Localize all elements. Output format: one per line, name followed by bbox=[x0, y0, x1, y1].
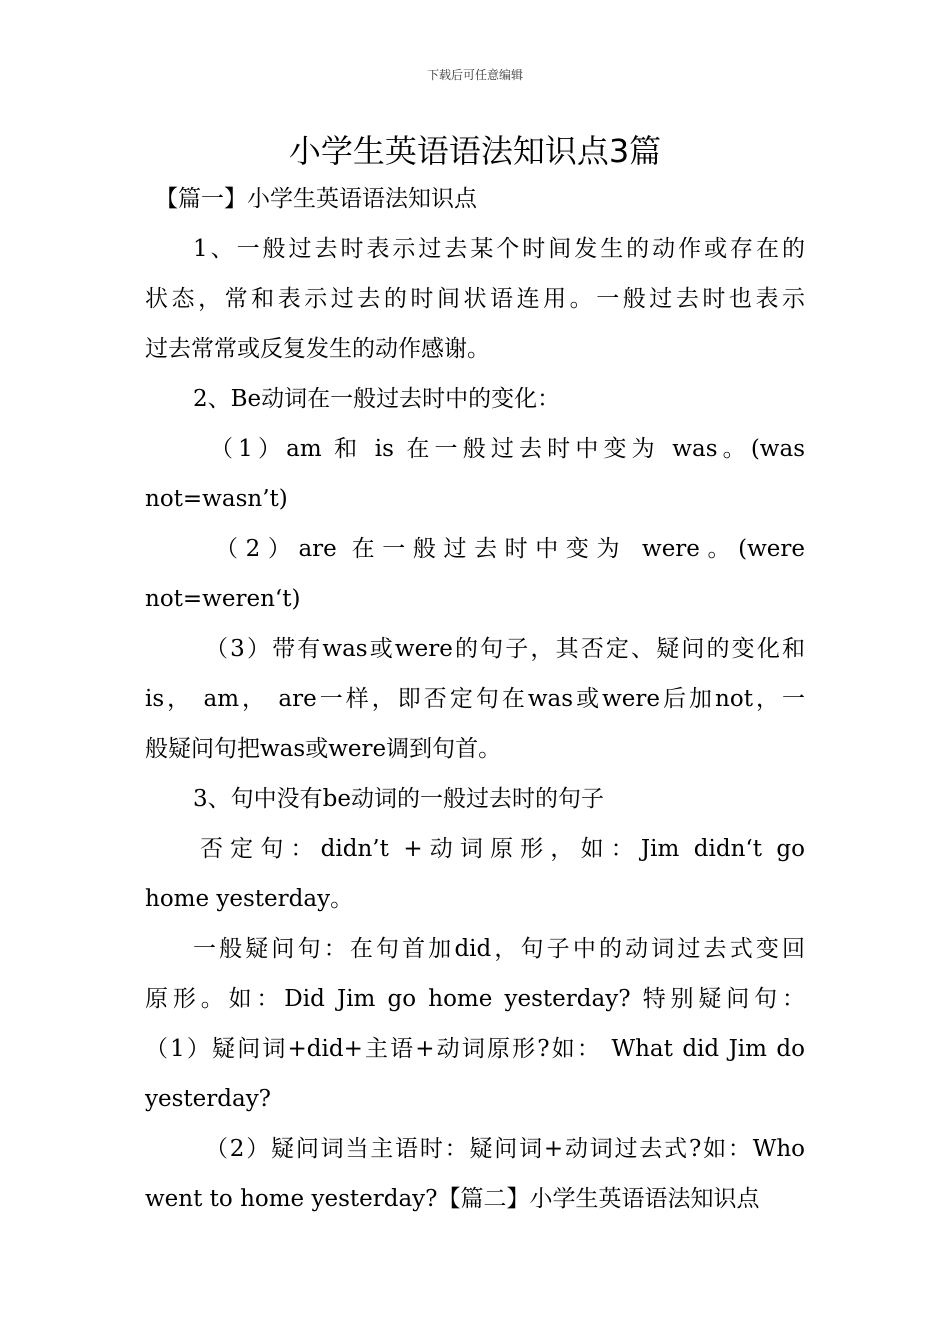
paragraph-line: home yesterday。 bbox=[145, 886, 354, 912]
paragraph-line: went to home yesterday?【篇二】小学生英语语法知识点 bbox=[145, 1186, 760, 1212]
paragraph-line: not=weren‘t) bbox=[145, 586, 301, 612]
paragraph-line: 般疑问句把was或were调到句首。 bbox=[145, 736, 502, 762]
paragraph-line: 原形。如：Did Jim go home yesterday? 特别疑问句： bbox=[145, 986, 805, 1012]
paragraph-line: 3、句中没有be动词的一般过去时的句子 bbox=[193, 786, 604, 812]
paragraph-line: （2）are 在一般过去时中变为 were。(were bbox=[215, 536, 805, 562]
paragraph-line: （1）am 和 is 在一般过去时中变为 was。(was bbox=[210, 436, 805, 462]
paragraph-line: 否定句：didn’t +动词原形，如：Jim didn‘t go bbox=[200, 836, 805, 862]
paragraph-line: yesterday? bbox=[145, 1086, 272, 1112]
header-note: 下载后可任意编辑 bbox=[426, 68, 523, 82]
section-heading: 【篇一】小学生英语语法知识点 bbox=[155, 186, 477, 212]
paragraph-line: not=wasn’t) bbox=[145, 486, 288, 512]
paragraph-line: 过去常常或反复发生的动作感谢。 bbox=[145, 336, 490, 362]
paragraph-line: 1、一般过去时表示过去某个时间发生的动作或存在的 bbox=[193, 236, 805, 262]
page-title: 小学生英语语法知识点3篇 bbox=[288, 132, 662, 170]
paragraph-line: 2、Be动词在一般过去时中的变化： bbox=[193, 386, 561, 412]
paragraph-line: （3）带有was或were的句子，其否定、疑问的变化和 bbox=[205, 636, 805, 662]
paragraph-line: 一般疑问句：在句首加did，句子中的动词过去式变回 bbox=[193, 936, 805, 962]
paragraph-line: 状态，常和表示过去的时间状语连用。一般过去时也表示 bbox=[145, 286, 805, 312]
paragraph-line: （1）疑问词+did+主语+动词原形?如： What did Jim do bbox=[145, 1036, 805, 1062]
paragraph-line: is， am， are一样，即否定句在was或were后加not，一 bbox=[145, 686, 805, 712]
paragraph-line: （2）疑问词当主语时：疑问词+动词过去式?如：Who bbox=[205, 1136, 805, 1162]
